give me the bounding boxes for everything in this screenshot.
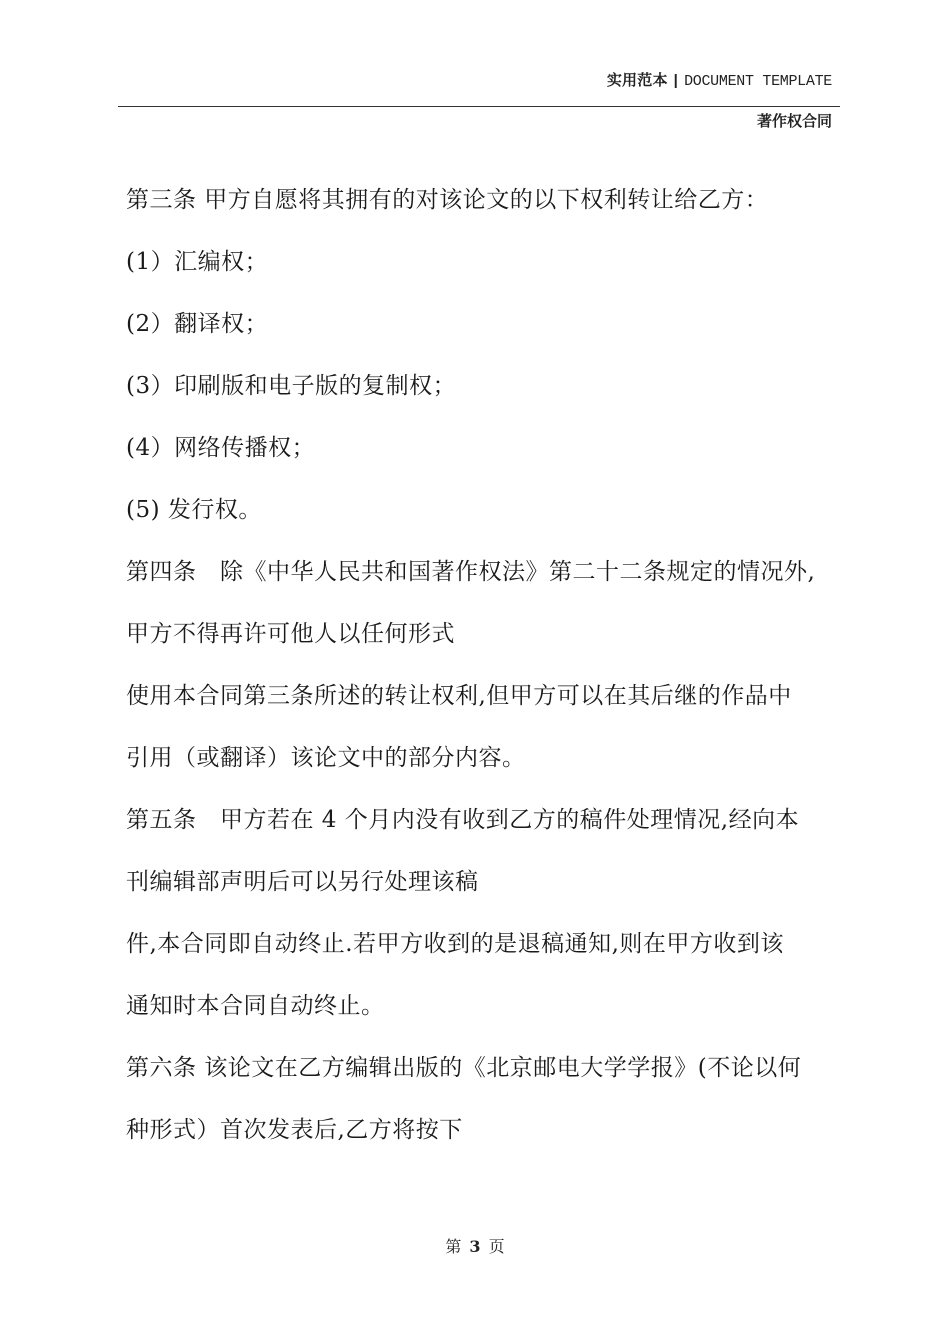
header-doc-title: 著作权合同 bbox=[756, 113, 832, 130]
header-divider bbox=[118, 106, 840, 107]
page-number: 3 bbox=[469, 1237, 481, 1256]
header-brand bbox=[607, 69, 832, 90]
footer-suffix: 页 bbox=[488, 1237, 505, 1256]
body-line: 使用本合同第三条所述的转让权利,但甲方可以在其后继的作品中 bbox=[126, 683, 792, 709]
body-line: 第三条 甲方自愿将其拥有的对该论文的以下权利转让给乙方： bbox=[126, 187, 769, 213]
body-line: 第五条 甲方若在 4 个月内没有收到乙方的稿件处理情况,经向本 bbox=[126, 807, 800, 833]
body-line: (5) 发行权。 bbox=[126, 497, 262, 523]
body-line: 第六条 该论文在乙方编辑出版的《北京邮电大学学报》(不论以何 bbox=[126, 1055, 802, 1081]
body-line: 刊编辑部声明后可以另行处理该稿 bbox=[126, 869, 479, 895]
body-line: 甲方不得再许可他人以任何形式 bbox=[126, 621, 455, 647]
body-line: (3）印刷版和电子版的复制权； bbox=[126, 373, 457, 399]
body-line: 通知时本合同自动终止。 bbox=[126, 993, 385, 1019]
document-body bbox=[126, 178, 838, 1170]
page-footer bbox=[0, 1234, 950, 1257]
body-line: (1）汇编权； bbox=[126, 249, 269, 275]
footer-prefix: 第 bbox=[445, 1237, 462, 1256]
body-line: (2）翻译权； bbox=[126, 311, 269, 337]
header-separator: | bbox=[673, 72, 679, 89]
body-line: 种形式）首次发表后,乙方将按下 bbox=[126, 1117, 463, 1143]
header-label-en: DOCUMENT TEMPLATE bbox=[684, 73, 832, 90]
body-line: 引用（或翻译）该论文中的部分内容。 bbox=[126, 745, 526, 771]
body-line: 件,本合同即自动终止.若甲方收到的是退稿通知,则在甲方收到该 bbox=[126, 931, 784, 957]
header-label-cn: 实用范本 bbox=[606, 72, 668, 89]
body-line: (4）网络传播权； bbox=[126, 435, 316, 461]
body-line: 第四条 除《中华人民共和国著作权法》第二十二条规定的情况外, bbox=[126, 559, 816, 585]
